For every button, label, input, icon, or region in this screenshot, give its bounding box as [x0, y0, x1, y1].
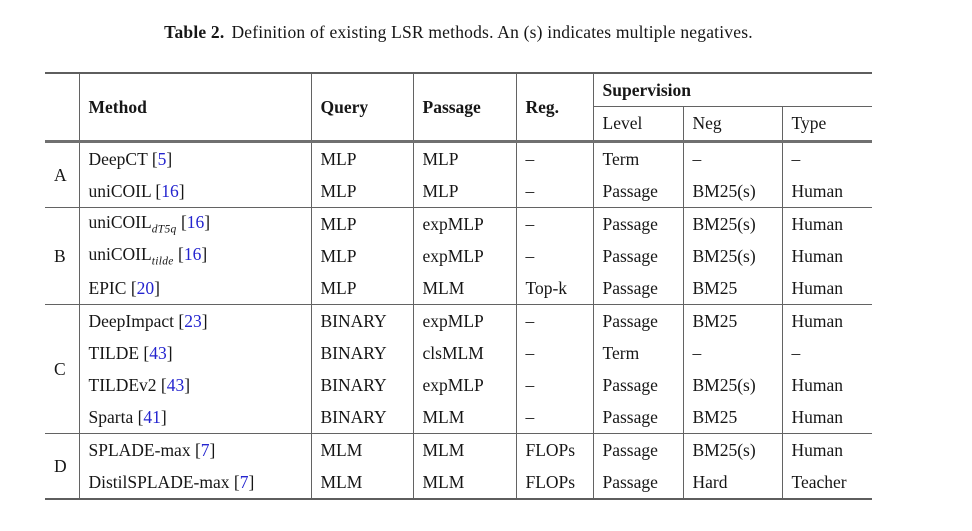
cell-passage: expMLP [413, 240, 516, 272]
method-group-A [45, 142, 872, 208]
cell-neg: BM25(s) [683, 369, 782, 401]
cell-level: Passage [593, 305, 683, 338]
lsr-methods-table [45, 72, 872, 500]
cell-neg: BM25(s) [683, 434, 782, 467]
cell-query: BINARY [311, 337, 413, 369]
table-caption [45, 22, 872, 43]
method-group-B [45, 208, 872, 305]
cell-type: Human [791, 439, 844, 460]
method-name: DeepCT [88, 148, 148, 169]
table-row [45, 337, 872, 369]
cell-reg: – [516, 240, 593, 272]
col-header-reg: Reg. [516, 73, 593, 142]
cell-reg: – [516, 208, 593, 241]
cell-method: uniCOIL$_{tilde}$ [16] [79, 240, 311, 272]
cell-type: Human [791, 245, 844, 266]
cell-type: – [791, 342, 801, 363]
cell-passage: expMLP [413, 208, 516, 241]
col-header-passage: Passage [413, 73, 516, 142]
citation-link[interactable]: 5 [157, 148, 167, 169]
caption-text: Definition of existing LSR methods. An (s) indicates multiple negatives. [231, 22, 753, 42]
cell-method: TILDE [43] [79, 337, 311, 369]
table-row [45, 240, 872, 272]
cell-type: – [791, 148, 801, 169]
table-row [45, 272, 872, 305]
cell-level: Term [593, 337, 683, 369]
cell-level: Passage [593, 434, 683, 467]
table-row [45, 175, 872, 208]
cell-type: Human [791, 180, 844, 201]
cell-neg: BM25(s) [683, 208, 782, 241]
cell-query: MLP [311, 208, 413, 241]
cell-level: Passage [593, 369, 683, 401]
cell-neg: BM25 [683, 272, 782, 305]
table-row [45, 369, 872, 401]
method-name: uniCOIL [88, 244, 152, 265]
cell-query: BINARY [311, 305, 413, 338]
table-row [45, 208, 872, 241]
cell-reg: – [516, 142, 593, 176]
method-name: uniCOIL [88, 180, 152, 201]
caption-label: Table 2. [164, 22, 225, 42]
cell-level: Passage [593, 175, 683, 208]
cell-type: Human [791, 310, 844, 331]
cell-method: Sparta [41] [79, 401, 311, 434]
cell-passage: MLP [413, 175, 516, 208]
citation-link[interactable]: 7 [200, 439, 210, 460]
method-subscript: tilde [151, 255, 174, 268]
group-label: A [45, 142, 79, 208]
citation-link[interactable]: 16 [186, 212, 205, 233]
cell-method: DeepImpact [23] [79, 305, 311, 338]
citation-link[interactable]: 16 [183, 244, 202, 265]
method-name: TILDEv2 [88, 374, 157, 395]
cell-neg: BM25 [683, 305, 782, 338]
cell-method: SPLADE-max [7] [79, 434, 311, 467]
cell-method: uniCOIL [16] [79, 175, 311, 208]
cell-reg: – [516, 337, 593, 369]
cell-type: Human [791, 374, 844, 395]
citation-link[interactable]: 7 [239, 471, 249, 492]
cell-reg: Top-k [516, 272, 593, 305]
cell-level: Passage [593, 272, 683, 305]
cell-query: BINARY [311, 369, 413, 401]
cell-reg: – [516, 401, 593, 434]
method-name: Sparta [88, 406, 134, 427]
cell-reg: FLOPs [516, 466, 593, 499]
cell-method: TILDEv2 [43] [79, 369, 311, 401]
col-header-level: Level [593, 107, 683, 142]
cell-query: BINARY [311, 401, 413, 434]
citation-link[interactable]: 20 [136, 277, 155, 298]
cell-passage: MLM [413, 434, 516, 467]
method-group-D [45, 434, 872, 500]
cell-neg: BM25 [683, 401, 782, 434]
table-row [45, 142, 872, 176]
cell-method: DistilSPLADE-max [7] [79, 466, 311, 499]
cell-passage: clsMLM [413, 337, 516, 369]
table-row [45, 466, 872, 499]
cell-method: uniCOIL$_{dT5q}$ [16] [79, 208, 311, 241]
cell-reg: – [516, 369, 593, 401]
cell-neg: Hard [683, 466, 782, 499]
table-row [45, 305, 872, 338]
cell-neg: BM25(s) [683, 240, 782, 272]
cell-passage: expMLP [413, 369, 516, 401]
method-name: SPLADE-max [88, 439, 191, 460]
method-subscript: dT5q [151, 223, 177, 236]
cell-query: MLP [311, 175, 413, 208]
cell-query: MLP [311, 272, 413, 305]
method-name: DistilSPLADE-max [88, 471, 230, 492]
citation-link[interactable]: 23 [184, 310, 202, 331]
citation-link[interactable]: 16 [161, 180, 179, 201]
cell-neg: BM25(s) [683, 175, 782, 208]
cell-neg: – [683, 337, 782, 369]
cell-level: Passage [593, 240, 683, 272]
col-header-type: Type [791, 113, 827, 133]
col-header-neg: Neg [683, 107, 782, 142]
header-row-top [45, 73, 872, 107]
citation-link[interactable]: 43 [166, 374, 185, 395]
col-header-query: Query [311, 73, 413, 142]
method-name: EPIC [88, 277, 127, 298]
cell-level: Passage [593, 208, 683, 241]
table-header [45, 73, 872, 142]
table-row [45, 434, 872, 467]
table-row [45, 401, 872, 434]
cell-type: Human [791, 277, 844, 298]
cell-neg: – [683, 142, 782, 176]
cell-passage: MLM [413, 272, 516, 305]
cell-query: MLP [311, 142, 413, 176]
cell-query: MLP [311, 240, 413, 272]
cell-level: Term [593, 142, 683, 176]
col-header-method: Method [79, 73, 311, 142]
citation-link[interactable]: 41 [143, 406, 161, 427]
citation-link[interactable]: 43 [149, 342, 167, 363]
group-label: B [45, 208, 79, 305]
group-label: D [45, 434, 79, 500]
cell-method: DeepCT [5] [79, 142, 311, 176]
cell-reg: – [516, 305, 593, 338]
cell-reg: FLOPs [516, 434, 593, 467]
group-label: C [45, 305, 79, 434]
cell-passage: expMLP [413, 305, 516, 338]
method-name: DeepImpact [88, 310, 175, 331]
cell-method: EPIC [20] [79, 272, 311, 305]
cell-type: Human [791, 213, 844, 234]
col-header-group [45, 73, 79, 142]
cell-type: Teacher [791, 471, 847, 492]
cell-passage: MLM [413, 466, 516, 499]
cell-query: MLM [311, 466, 413, 499]
method-name: TILDE [88, 342, 140, 363]
cell-query: MLM [311, 434, 413, 467]
method-name: uniCOIL [88, 212, 152, 233]
cell-type: Human [791, 406, 844, 427]
cell-passage: MLM [413, 401, 516, 434]
method-group-C [45, 305, 872, 434]
col-header-supervision: Supervision [593, 73, 872, 107]
cell-reg: – [516, 175, 593, 208]
cell-level: Passage [593, 401, 683, 434]
cell-level: Passage [593, 466, 683, 499]
cell-passage: MLP [413, 142, 516, 176]
